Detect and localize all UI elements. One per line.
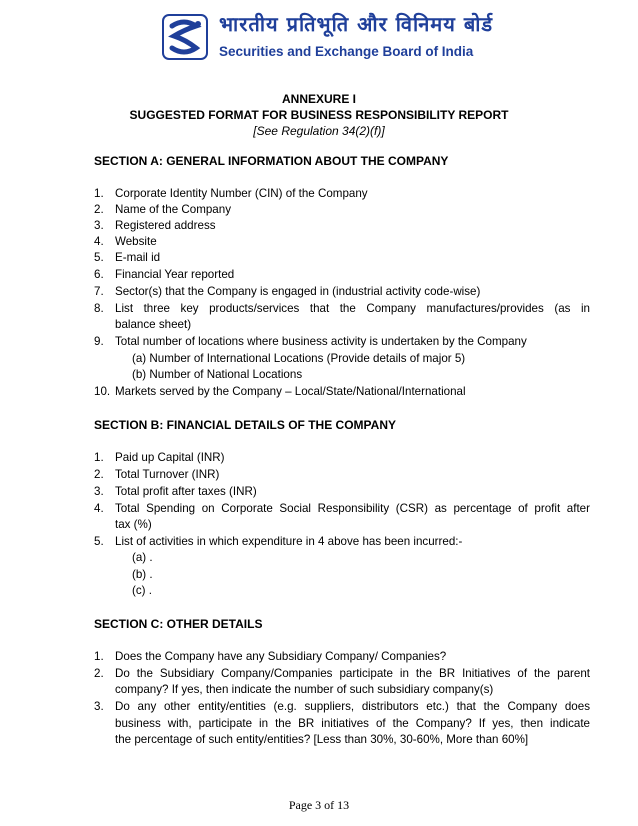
- section-b-heading: SECTION B: FINANCIAL DETAILS OF THE COMPANY: [94, 418, 396, 432]
- sub-item: (a) .: [132, 551, 153, 564]
- sebi-logo: [162, 14, 208, 60]
- sub-item: (a) Number of International Locations (Provide details of major 5): [132, 352, 466, 365]
- sub-item: (c) .: [132, 584, 152, 597]
- report-heading: SUGGESTED FORMAT FOR BUSINESS RESPONSIBILITY REPORT: [129, 108, 509, 122]
- letterhead: [162, 10, 502, 60]
- section-c-heading: SECTION C: OTHER DETAILS: [94, 617, 263, 631]
- sub-item: (b) Number of National Locations: [132, 368, 303, 381]
- section-a-heading: SECTION A: GENERAL INFORMATION ABOUT THE COMPANY: [94, 154, 449, 168]
- page-number: Page 3 of 13: [288, 798, 350, 812]
- annexure-label: ANNEXURE I: [281, 92, 356, 106]
- hindi-title: भारतीय प्रतिभूति और विनिमय बोर्ड: [219, 12, 494, 36]
- english-title: Securities and Exchange Board of India: [219, 44, 474, 59]
- regulation-reference: [See Regulation 34(2)(f)]: [253, 124, 385, 138]
- sub-item: (b) .: [132, 568, 153, 581]
